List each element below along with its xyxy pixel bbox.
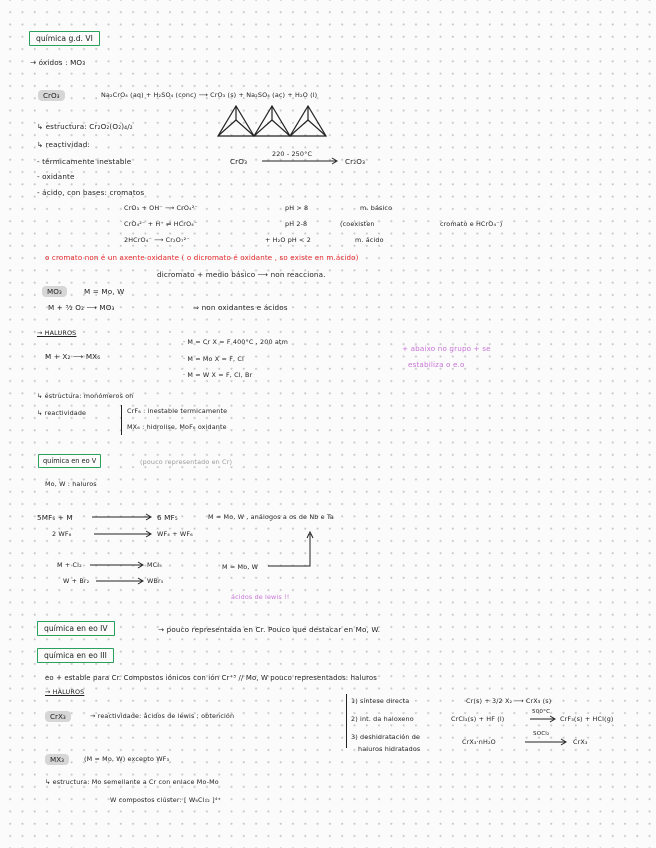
termica-line: - térmicamente inestable — [37, 157, 132, 166]
crx3-tag: CrX₃ — [45, 711, 71, 722]
obt2-rxn-right: CrF₃(s) + HCl(g) — [560, 715, 614, 723]
obt1-label: 1) síntese directa — [351, 697, 410, 705]
v-rxn3-left: M + Cl₂ — [57, 561, 82, 569]
heading-eo-iv: química en eo IV — [37, 621, 115, 636]
mx3-tag: MX₃ — [45, 754, 69, 765]
estructura3-line: ↳ estructura: Mo semellante a Cr con enlace Mo-Mo — [45, 778, 219, 786]
mo3-tag: MO₃ — [42, 286, 67, 297]
v-rxn1-left: 5MF₆ + M — [37, 513, 73, 522]
oxidos-line: → óxidos : MO₃ — [30, 58, 86, 67]
eq2-ph: pH 2-8 — [285, 220, 308, 228]
v-rxn2-right: WF₄ + WF₆ — [157, 530, 193, 538]
v-rxn4-right: WBr₅ — [147, 577, 164, 585]
obt3-label: 3) deshidratación de — [351, 733, 421, 741]
react2-a: CrF₆ : inestable termicamente — [127, 407, 228, 415]
mo3-m: M = Mo, W — [84, 287, 125, 296]
oxidante-line: - oxidante — [37, 172, 75, 181]
estructura-line: ↳ estructura: Cr₂O₂(O₂)₄/₂ — [37, 122, 133, 131]
mx3-rest: (M = Mo, W) excepto WF₃ — [84, 755, 170, 763]
obt3-rxn-right: CrX₃ — [573, 738, 588, 746]
termica-arrow — [262, 157, 342, 165]
heading-eo-iii: química en eo III — [37, 648, 114, 663]
eq1-ph: pH > 8 — [285, 204, 309, 212]
eo-iii-line: eo + estable para Cr. Compostos iónicos con ión Cr⁺³ // Mo, W pouco representados: haluros — [45, 674, 378, 682]
haluros-cond-3: · M = W X = F, Cl, Br — [183, 371, 253, 379]
lewis-note: ácidos de lewis !! — [231, 593, 290, 601]
v-m-label: M = Mo, W — [222, 563, 259, 571]
termica-rxn-left: CrO₃ — [230, 157, 248, 166]
cro3-tag: CrO₃ — [38, 90, 65, 101]
pink-note-2: estabiliza o e.o — [408, 360, 465, 369]
eq3-right: + H₂O pH < 2 — [265, 236, 311, 244]
heading-eo-vi: química g.d. VI — [29, 31, 100, 46]
octahedra-chain-drawing — [214, 102, 334, 142]
v-rxn2-left: 2 WF₆ — [52, 530, 72, 538]
pink-note-1: + abaixo no grupo + se — [402, 344, 491, 353]
react2-b: MX₆ : hidrolise, MoF₆ oxidante — [127, 423, 227, 431]
cromato-note: o cromato non é un axente oxidante ( o dicromato é oxidante , so existe en m.ácido) — [45, 253, 359, 262]
estructura2-line: ↳ estructura: monómeros oh — [37, 392, 134, 400]
eq3-medium: m. ácido — [355, 236, 384, 244]
acido-line: - ácido, con bases: cromatos — [37, 188, 145, 197]
haluros-cond-2: · M = Mo X = F, Cl — [183, 355, 244, 363]
eq1-left: CrO₃ + OH⁻ ⟶ CrO₄²⁻ — [124, 204, 198, 212]
cro3-reaction: Na₂CrO₄ (aq) + H₂SO₄ (conc) ⟶ CrO₃ (s) + Na₂SO₄ (ac) + H₂O (l) — [101, 91, 318, 99]
eq1-medium: m. básico — [360, 204, 393, 212]
v-rxn1-arrow — [92, 513, 154, 521]
reactividad2-line: ↳ reactividade — [37, 409, 87, 417]
heading-eo-v: química en eo V — [38, 454, 101, 468]
reactividad-line: ↳ reactividad: — [37, 140, 90, 149]
termica-rxn-right: Cr₂O₃ — [345, 157, 366, 166]
obt2-rxn-left: CrCl₃(s) + HF (l) — [451, 715, 505, 723]
v-bracket-arrow — [268, 530, 318, 570]
obtencion-brace — [346, 694, 347, 748]
obt2-condition: 500°C — [532, 709, 551, 715]
haluros-heading: → HALUROS — [37, 329, 77, 337]
eq2-left: CrO₄²⁻ + H⁺ ⇌ HCrO₄⁻ — [124, 220, 198, 228]
v-rxn4-arrow — [96, 577, 146, 585]
eo-iv-note: → pouco representada en Cr. Pouco que destacar en Mo, W. — [158, 625, 381, 634]
obt2-label: 2) int. da haloxeno — [351, 715, 414, 723]
v-rxn2-arrow — [94, 530, 154, 538]
obt3-label-2: haluros hidratados — [358, 745, 421, 753]
eq2-medium-2: cromato e HCrO₄⁻) — [440, 220, 503, 228]
mo3-reaction: M + ³⁄₂ O₂ ⟶ MO₃ — [48, 303, 115, 312]
eq2-medium: (coexisten — [340, 220, 375, 228]
haluros-cond-1: · M = Cr X = F 400°C , 200 atm — [183, 338, 288, 346]
v-rxn1-note: M = Mo, W , análogos a os de Nb e Ta — [208, 513, 334, 521]
v-rxn4-left: W + Br₂ — [63, 577, 90, 585]
eo-v-note: (pouco representado en Cr) — [140, 458, 233, 466]
dicromato-line: dicromato + medio básico ⟶ non reacciona. — [157, 270, 326, 279]
haluros-reaction: M + X₂ ⟶ MX₆ — [45, 352, 101, 361]
mo3-note: ⇒ non oxidantes e ácidos — [193, 303, 288, 312]
termica-condition: 220 - 250°C — [272, 150, 313, 158]
w-compostos-line: W compostos clúster: [ W₆Cl₁₂ ]⁴⁺ — [110, 796, 222, 804]
obt1-reaction: Cr(s) + 3/2 X₂ ⟶ CrX₃ (s) — [466, 697, 552, 705]
v-rxn1-right: 6 MF₅ — [157, 513, 178, 522]
obt3-condition: SOCl₂ — [533, 731, 550, 737]
obt3-rxn-left: CrX₃·nH₂O — [462, 738, 496, 746]
mo-w-haluros: Mo, W : haluros — [45, 480, 97, 488]
obt3-arrow — [525, 738, 569, 746]
eq3-left: 2HCrO₄⁻ ⟶ Cr₂O₇²⁻ — [124, 236, 190, 244]
obt2-arrow — [530, 715, 558, 723]
brace-line — [121, 405, 122, 435]
eo-iii-haluros: → HALUROS — [45, 688, 85, 696]
v-rxn3-right: MCl₅ — [147, 561, 162, 569]
crx3-react: → reactividade: ácidos de lewis ; obtención — [90, 712, 235, 720]
v-rxn3-arrow — [90, 561, 146, 569]
